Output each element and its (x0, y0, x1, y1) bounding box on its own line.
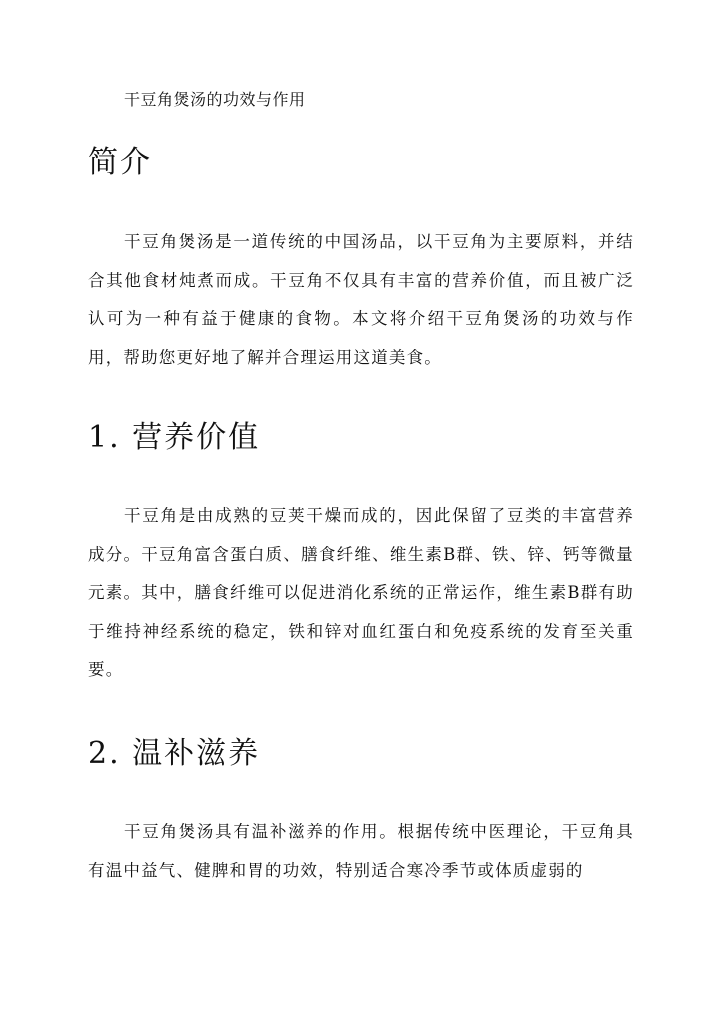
section-paragraph-intro: 干豆角煲汤是一道传统的中国汤品，以干豆角为主要原料，并结合其他食材炖煮而成。干豆角不仅具有丰富的营养价值，而且被广泛认可为一种有益于健康的食物。本文将介绍干豆角煲汤的功效与作用，帮助您更好地了解并合理运用这道美食。 (88, 232, 634, 367)
section-heading-warming: 2. 温补滋养 (88, 736, 261, 771)
document-title: 干豆角煲汤的功效与作用 (124, 90, 306, 109)
section-paragraph-warming: 干豆角煲汤具有温补滋养的作用。根据传统中医理论，干豆角具有温中益气、健脾和胃的功效，特别适合寒冷季节或体质虚弱的 (88, 822, 634, 880)
section-heading-nutrition: 1. 营养价值 (88, 420, 261, 455)
section-heading-intro: 简介 (88, 145, 152, 180)
section-paragraph-nutrition: 干豆角是由成熟的豆荚干燥而成的，因此保留了豆类的丰富营养成分。干豆角富含蛋白质、膳食纤维、维生素B群、铁、锌、钙等微量元素。其中，膳食纤维可以促进消化系统的正常运作，维生素B群有助于维持神经系统的稳定，铁和锌对血红蛋白和免疫系统的发育至关重要。 (88, 506, 634, 679)
